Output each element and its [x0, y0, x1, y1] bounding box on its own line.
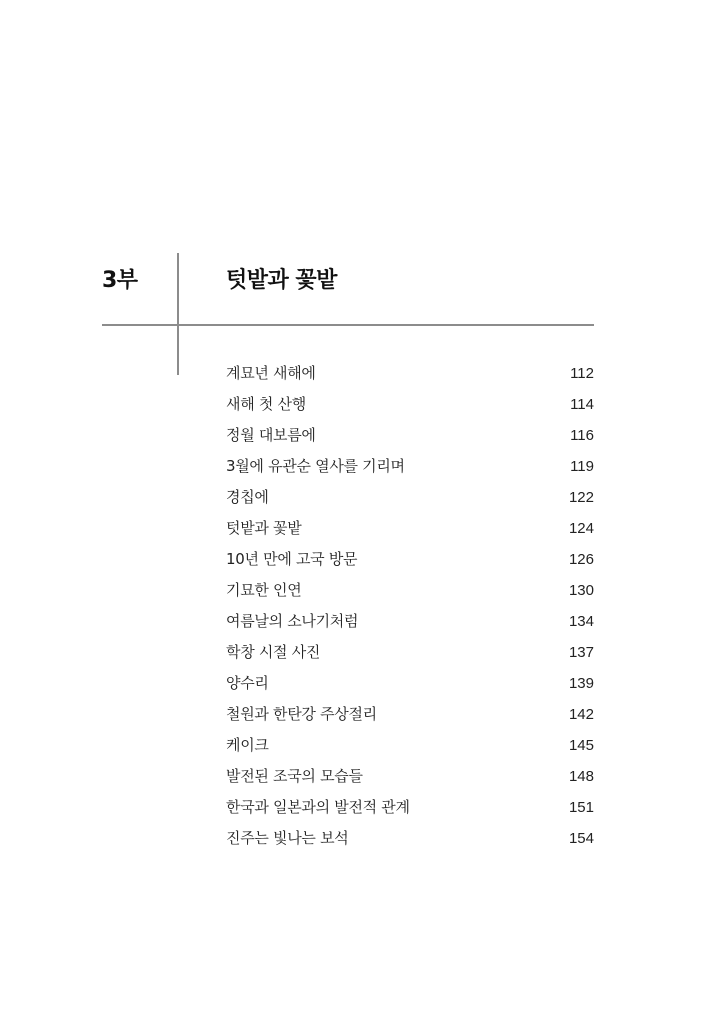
toc-entry-title: 진주는 빛나는 보석 — [226, 829, 349, 847]
toc-entry — [226, 761, 594, 792]
toc-entry-page: 142 — [568, 706, 594, 723]
toc-entry-page: 137 — [568, 644, 594, 661]
toc-entry-title: 철원과 한탄강 주상절리 — [226, 705, 377, 723]
table-of-contents — [226, 358, 594, 854]
toc-entry-page: 145 — [568, 737, 594, 754]
toc-entry — [226, 668, 594, 699]
toc-entry-title: 정월 대보름에 — [226, 426, 316, 444]
toc-entry-page: 112 — [570, 365, 594, 382]
toc-entry-page: 116 — [570, 427, 594, 444]
toc-entry-title: 계묘년 새해에 — [226, 364, 316, 382]
toc-entry-page: 124 — [568, 520, 594, 537]
toc-entry-page: 151 — [568, 799, 594, 816]
toc-entry-title: 10년 만에 고국 방문 — [226, 550, 358, 568]
toc-entry-page: 134 — [568, 613, 594, 630]
toc-entry-title: 3월에 유관순 열사를 기리며 — [226, 457, 405, 475]
toc-entry-title: 경칩에 — [226, 488, 269, 506]
toc-entry-page: 114 — [570, 396, 594, 413]
toc-entry-page: 154 — [568, 830, 594, 847]
toc-entry — [226, 823, 594, 854]
toc-entry-page: 139 — [568, 675, 594, 692]
toc-entry — [226, 544, 594, 575]
toc-entry — [226, 482, 594, 513]
toc-entry — [226, 575, 594, 606]
toc-entry — [226, 451, 594, 482]
toc-entry-title: 텃밭과 꽃밭 — [226, 519, 302, 537]
part-number: 3부 — [102, 268, 138, 293]
toc-entry-page: 148 — [568, 768, 594, 785]
part-title: 텃밭과 꽃밭 — [226, 268, 337, 293]
toc-entry-title: 학창 시절 사진 — [226, 643, 321, 661]
toc-entry-title: 기묘한 인연 — [226, 581, 302, 599]
toc-entry — [226, 730, 594, 761]
horizontal-divider — [102, 324, 594, 326]
toc-entry-page: 122 — [568, 489, 594, 506]
toc-entry-title: 발전된 조국의 모습들 — [226, 767, 363, 785]
toc-entry — [226, 389, 594, 420]
toc-entry — [226, 699, 594, 730]
toc-entry-title: 케이크 — [226, 736, 269, 754]
toc-entry — [226, 358, 594, 389]
toc-entry-title: 새해 첫 산행 — [226, 395, 306, 413]
toc-entry — [226, 513, 594, 544]
toc-entry — [226, 637, 594, 668]
toc-entry-title: 양수리 — [226, 674, 269, 692]
toc-entry-title: 한국과 일본과의 발전적 관계 — [226, 798, 410, 816]
toc-entry-page: 126 — [568, 551, 594, 568]
toc-entry — [226, 792, 594, 823]
vertical-divider — [177, 253, 179, 375]
toc-entry-page: 130 — [568, 582, 594, 599]
toc-entry — [226, 606, 594, 637]
toc-entry-title: 여름날의 소나기처럼 — [226, 612, 359, 630]
toc-entry-page: 119 — [570, 458, 594, 475]
toc-entry — [226, 420, 594, 451]
